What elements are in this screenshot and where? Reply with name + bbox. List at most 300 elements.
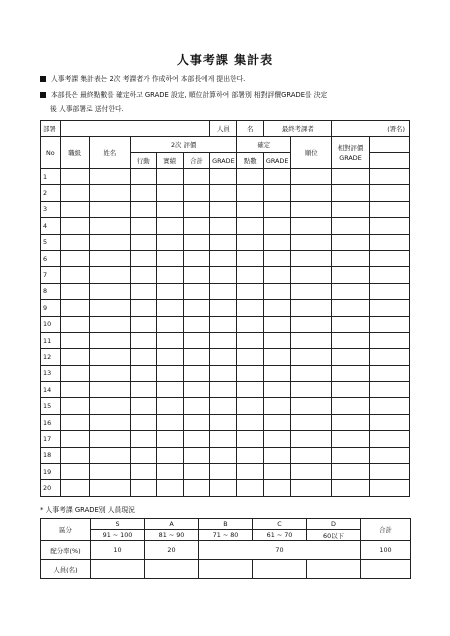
row-number: 6 (41, 250, 61, 266)
table-row (41, 332, 410, 348)
table-cell[interactable] (369, 234, 409, 250)
table-cell[interactable] (156, 382, 183, 398)
table-cell[interactable] (332, 332, 369, 348)
grade-letter: A (145, 519, 199, 530)
table-cell[interactable] (183, 349, 210, 365)
table-cell[interactable] (264, 250, 291, 266)
table-row (41, 398, 410, 414)
table-cell[interactable] (210, 267, 237, 283)
table-row (41, 382, 410, 398)
table-cell[interactable] (369, 447, 409, 463)
note-text: 本部長은 最終點數를 確定하고 GRADE 設定, 順位計算하여 部署別 相對評價GRADE를 決定 (51, 91, 328, 99)
table-cell[interactable] (89, 382, 130, 398)
table-cell[interactable] (130, 382, 156, 398)
square-bullet-icon (40, 92, 46, 98)
people-row (41, 560, 411, 579)
table-cell[interactable] (369, 218, 409, 234)
col-relative-2: GRADE (339, 153, 362, 162)
table-cell[interactable] (237, 185, 264, 201)
table-cell[interactable] (60, 349, 89, 365)
table-cell[interactable] (130, 447, 156, 463)
table-row (41, 169, 410, 185)
table-body (41, 169, 410, 497)
note-1 (40, 74, 245, 84)
table-cell[interactable] (60, 431, 89, 447)
table-cell[interactable] (156, 267, 183, 283)
table-cell[interactable] (89, 300, 130, 316)
table-cell[interactable] (156, 316, 183, 332)
table-cell[interactable] (369, 283, 409, 299)
table-cell[interactable] (89, 169, 130, 185)
col-performance: 實績 (156, 153, 183, 169)
table-cell[interactable] (89, 447, 130, 463)
table-cell[interactable] (210, 185, 237, 201)
row-number: 2 (41, 185, 61, 201)
signature-field[interactable] (332, 121, 410, 137)
people-total-field[interactable] (361, 560, 411, 579)
row-number: 18 (41, 447, 61, 463)
ratio-total: 100 (361, 541, 411, 560)
table-cell[interactable] (156, 431, 183, 447)
final-rater-label: 最終考課者 (264, 121, 332, 137)
table-cell[interactable] (264, 431, 291, 447)
table-cell[interactable] (332, 431, 369, 447)
table-cell[interactable] (210, 250, 237, 266)
table-cell[interactable] (237, 250, 264, 266)
table-cell[interactable] (237, 169, 264, 185)
table-cell[interactable] (183, 283, 210, 299)
row-number: 19 (41, 464, 61, 480)
table-cell[interactable] (156, 349, 183, 365)
table-cell[interactable] (156, 398, 183, 414)
table-cell[interactable] (60, 267, 89, 283)
table-cell[interactable] (89, 250, 130, 266)
table-cell[interactable] (291, 201, 332, 217)
table-cell[interactable] (130, 349, 156, 365)
table-cell[interactable] (332, 218, 369, 234)
table-cell[interactable] (60, 464, 89, 480)
table-cell[interactable] (130, 365, 156, 381)
table-cell[interactable] (89, 398, 130, 414)
grade-range: 61 ~ 70 (253, 530, 307, 541)
table-cell[interactable] (210, 365, 237, 381)
table-cell[interactable] (332, 201, 369, 217)
table-cell[interactable] (156, 218, 183, 234)
table-cell[interactable] (332, 185, 369, 201)
table-cell[interactable] (60, 201, 89, 217)
table-cell[interactable] (237, 300, 264, 316)
table-cell[interactable] (60, 365, 89, 381)
table-cell[interactable] (60, 414, 89, 430)
col-grade: GRADE (210, 153, 237, 169)
table-cell[interactable] (210, 234, 237, 250)
table-cell[interactable] (264, 300, 291, 316)
table-row (41, 316, 410, 332)
table-cell[interactable] (89, 431, 130, 447)
table-cell[interactable] (369, 332, 409, 348)
table-cell[interactable] (89, 414, 130, 430)
table-cell[interactable] (130, 431, 156, 447)
row-number: 7 (41, 267, 61, 283)
table-row (41, 365, 410, 381)
table-cell[interactable] (130, 398, 156, 414)
grade-letter: D (307, 519, 361, 530)
table-cell[interactable] (60, 382, 89, 398)
table-cell[interactable] (237, 398, 264, 414)
table-cell[interactable] (210, 283, 237, 299)
table-cell[interactable] (237, 382, 264, 398)
table-cell[interactable] (264, 283, 291, 299)
table-cell[interactable] (183, 332, 210, 348)
table-cell[interactable] (369, 398, 409, 414)
table-cell[interactable] (369, 431, 409, 447)
col-name: 姓名 (89, 137, 130, 169)
table-cell[interactable] (60, 447, 89, 463)
division-label: 區分 (41, 519, 91, 541)
table-row (41, 234, 410, 250)
row-number: 5 (41, 234, 61, 250)
table-cell[interactable] (332, 480, 369, 496)
col-confirm: 確定 (237, 137, 291, 153)
table-cell[interactable] (237, 283, 264, 299)
table-cell[interactable] (291, 234, 332, 250)
table-cell[interactable] (291, 169, 332, 185)
table-cell[interactable] (183, 414, 210, 430)
table-cell[interactable] (183, 480, 210, 496)
table-cell[interactable] (237, 447, 264, 463)
table-cell[interactable] (369, 349, 409, 365)
table-cell[interactable] (237, 349, 264, 365)
table-cell[interactable] (264, 185, 291, 201)
col-score: 點數 (237, 153, 264, 169)
grade-range-row (41, 530, 411, 541)
table-cell[interactable] (369, 480, 409, 496)
table-cell[interactable] (291, 349, 332, 365)
header-info-row (41, 121, 410, 137)
table-cell[interactable] (291, 464, 332, 480)
table-cell[interactable] (264, 447, 291, 463)
grade-range: 91 ~ 100 (91, 530, 145, 541)
table-cell[interactable] (369, 169, 409, 185)
table-cell[interactable] (332, 267, 369, 283)
grade-distribution-table (40, 518, 411, 579)
table-cell[interactable] (369, 201, 409, 217)
table-cell[interactable] (130, 316, 156, 332)
table-cell[interactable] (89, 480, 130, 496)
table-cell[interactable] (237, 201, 264, 217)
table-row (41, 300, 410, 316)
col-grade2: GRADE (264, 153, 291, 169)
square-bullet-icon (40, 76, 46, 82)
row-number: 20 (41, 480, 61, 496)
people-d-field[interactable] (307, 560, 361, 579)
table-cell[interactable] (264, 169, 291, 185)
table-cell[interactable] (183, 365, 210, 381)
table-cell[interactable] (60, 218, 89, 234)
table-cell[interactable] (237, 365, 264, 381)
column-header-row-1 (41, 137, 410, 153)
table-row (41, 414, 410, 430)
table-cell[interactable] (369, 300, 409, 316)
table-cell[interactable] (291, 283, 332, 299)
row-number: 16 (41, 414, 61, 430)
table-row (41, 431, 410, 447)
table-row (41, 267, 410, 283)
table-cell[interactable] (183, 431, 210, 447)
row-number: 11 (41, 332, 61, 348)
table-cell[interactable] (156, 332, 183, 348)
table-cell[interactable] (332, 283, 369, 299)
table-cell[interactable] (89, 218, 130, 234)
table-cell[interactable] (291, 332, 332, 348)
people-unit: 名 (247, 125, 254, 133)
table-cell[interactable] (369, 365, 409, 381)
grade-letter: B (199, 519, 253, 530)
table-cell[interactable] (291, 431, 332, 447)
table-row (41, 447, 410, 463)
table-cell[interactable] (291, 185, 332, 201)
grade-footnote: * 人事考課 GRADE別 人員現況 (40, 506, 135, 514)
table-cell[interactable] (264, 234, 291, 250)
table-cell[interactable] (183, 398, 210, 414)
table-cell[interactable] (237, 316, 264, 332)
table-cell[interactable] (130, 185, 156, 201)
people-c-field[interactable] (253, 560, 307, 579)
table-cell[interactable] (89, 201, 130, 217)
dept-field[interactable] (60, 121, 210, 137)
table-cell[interactable] (89, 332, 130, 348)
table-cell[interactable] (156, 300, 183, 316)
table-row (41, 185, 410, 201)
table-cell[interactable] (183, 185, 210, 201)
table-cell[interactable] (264, 201, 291, 217)
table-cell[interactable] (60, 169, 89, 185)
table-cell[interactable] (237, 218, 264, 234)
table-cell[interactable] (183, 300, 210, 316)
table-cell[interactable] (156, 464, 183, 480)
table-cell[interactable] (210, 349, 237, 365)
col-order: 順位 (291, 137, 332, 169)
grade-range: 71 ~ 80 (199, 530, 253, 541)
dept-label: 部署 (41, 121, 61, 137)
table-cell[interactable] (237, 464, 264, 480)
ratio-label: 配分率(%) (41, 541, 91, 560)
table-cell[interactable] (210, 382, 237, 398)
table-cell[interactable] (183, 316, 210, 332)
table-cell[interactable] (183, 447, 210, 463)
table-cell[interactable] (130, 300, 156, 316)
table-cell[interactable] (130, 267, 156, 283)
table-cell[interactable] (264, 365, 291, 381)
table-cell[interactable] (369, 267, 409, 283)
note-text: 人事考課 集計表는 2次 考課者가 作成하여 本部長에게 提出한다. (51, 75, 246, 83)
table-cell[interactable] (291, 250, 332, 266)
table-cell[interactable] (130, 201, 156, 217)
table-cell[interactable] (130, 464, 156, 480)
table-cell[interactable] (264, 414, 291, 430)
table-cell[interactable] (89, 267, 130, 283)
table-cell[interactable] (60, 300, 89, 316)
grade-range: 60以下 (307, 530, 361, 541)
table-cell[interactable] (291, 300, 332, 316)
table-cell[interactable] (210, 316, 237, 332)
table-cell[interactable] (237, 267, 264, 283)
note-2-continued: 後 人事部署로 送付한다. (50, 105, 124, 113)
grade-letter: S (91, 519, 145, 530)
table-cell[interactable] (156, 447, 183, 463)
table-cell[interactable] (183, 382, 210, 398)
table-cell[interactable] (332, 250, 369, 266)
table-cell[interactable] (60, 398, 89, 414)
col-total: 合計 (183, 153, 210, 169)
table-cell[interactable] (291, 316, 332, 332)
table-cell[interactable] (89, 349, 130, 365)
table-cell[interactable] (237, 332, 264, 348)
table-cell[interactable] (264, 332, 291, 348)
ratio-row (41, 541, 411, 560)
table-cell[interactable] (130, 414, 156, 430)
table-cell[interactable] (130, 250, 156, 266)
table-cell[interactable] (130, 480, 156, 496)
table-cell[interactable] (332, 365, 369, 381)
table-cell[interactable] (332, 349, 369, 365)
table-cell[interactable] (183, 464, 210, 480)
table-cell[interactable] (210, 300, 237, 316)
row-number: 14 (41, 382, 61, 398)
table-cell[interactable] (210, 201, 237, 217)
table-cell[interactable] (130, 283, 156, 299)
table-cell[interactable] (130, 234, 156, 250)
table-cell[interactable] (210, 332, 237, 348)
table-cell[interactable] (156, 185, 183, 201)
table-cell[interactable] (156, 201, 183, 217)
row-number: 1 (41, 169, 61, 185)
table-cell[interactable] (156, 283, 183, 299)
table-cell[interactable] (332, 316, 369, 332)
table-cell[interactable] (264, 398, 291, 414)
table-cell[interactable] (156, 365, 183, 381)
table-cell[interactable] (291, 414, 332, 430)
table-cell[interactable] (332, 414, 369, 430)
table-cell[interactable] (264, 218, 291, 234)
table-cell[interactable] (89, 365, 130, 381)
table-cell[interactable] (332, 169, 369, 185)
table-cell[interactable] (264, 267, 291, 283)
table-row (41, 201, 410, 217)
table-cell[interactable] (291, 480, 332, 496)
row-number: 4 (41, 218, 61, 234)
table-cell[interactable] (332, 300, 369, 316)
table-cell[interactable] (291, 218, 332, 234)
table-cell[interactable] (237, 414, 264, 430)
table-cell[interactable] (210, 414, 237, 430)
table-cell[interactable] (332, 398, 369, 414)
col-eval2: 2次 評價 (130, 137, 236, 153)
table-cell[interactable] (237, 431, 264, 447)
table-cell[interactable] (183, 267, 210, 283)
table-cell[interactable] (264, 349, 291, 365)
table-cell[interactable] (183, 218, 210, 234)
table-cell[interactable] (210, 169, 237, 185)
table-cell[interactable] (332, 382, 369, 398)
table-cell[interactable] (291, 447, 332, 463)
table-cell[interactable] (156, 169, 183, 185)
table-cell[interactable] (369, 464, 409, 480)
note-2 (40, 90, 327, 100)
table-cell[interactable] (183, 201, 210, 217)
table-cell[interactable] (291, 398, 332, 414)
people-a-field[interactable] (145, 560, 199, 579)
evaluation-summary-table (40, 120, 410, 497)
blank-header-cell (369, 137, 409, 153)
people-s-field[interactable] (91, 560, 145, 579)
table-cell[interactable] (369, 414, 409, 430)
table-cell[interactable] (210, 218, 237, 234)
table-cell[interactable] (291, 382, 332, 398)
col-rank: 職級 (60, 137, 89, 169)
table-cell[interactable] (332, 447, 369, 463)
table-cell[interactable] (264, 480, 291, 496)
people-count-field[interactable] (237, 121, 264, 137)
table-cell[interactable] (264, 316, 291, 332)
table-cell[interactable] (291, 267, 332, 283)
table-cell[interactable] (156, 250, 183, 266)
table-cell[interactable] (130, 332, 156, 348)
table-cell[interactable] (183, 250, 210, 266)
col-relative-grade (332, 137, 369, 169)
table-cell[interactable] (89, 464, 130, 480)
row-number: 17 (41, 431, 61, 447)
table-cell[interactable] (332, 464, 369, 480)
table-cell[interactable] (60, 480, 89, 496)
table-cell[interactable] (264, 464, 291, 480)
table-cell[interactable] (89, 234, 130, 250)
table-cell[interactable] (89, 283, 130, 299)
table-cell[interactable] (369, 382, 409, 398)
table-cell[interactable] (60, 185, 89, 201)
table-cell[interactable] (60, 250, 89, 266)
table-cell[interactable] (183, 234, 210, 250)
table-cell[interactable] (60, 316, 89, 332)
table-cell[interactable] (89, 185, 130, 201)
table-cell[interactable] (60, 332, 89, 348)
table-cell[interactable] (369, 185, 409, 201)
table-cell[interactable] (210, 447, 237, 463)
table-cell[interactable] (291, 365, 332, 381)
table-cell[interactable] (210, 480, 237, 496)
table-cell[interactable] (237, 234, 264, 250)
table-cell[interactable] (210, 431, 237, 447)
table-cell[interactable] (210, 464, 237, 480)
table-cell[interactable] (156, 414, 183, 430)
table-cell[interactable] (183, 169, 210, 185)
people-b-field[interactable] (199, 560, 253, 579)
table-cell[interactable] (237, 480, 264, 496)
table-cell[interactable] (156, 480, 183, 496)
table-cell[interactable] (130, 169, 156, 185)
table-cell[interactable] (332, 234, 369, 250)
table-cell[interactable] (264, 382, 291, 398)
table-cell[interactable] (60, 234, 89, 250)
table-cell[interactable] (369, 250, 409, 266)
table-cell[interactable] (369, 316, 409, 332)
table-cell[interactable] (156, 234, 183, 250)
table-cell[interactable] (60, 283, 89, 299)
grade-letter-row (41, 519, 411, 530)
table-cell[interactable] (210, 398, 237, 414)
table-cell[interactable] (89, 316, 130, 332)
table-cell[interactable] (130, 218, 156, 234)
